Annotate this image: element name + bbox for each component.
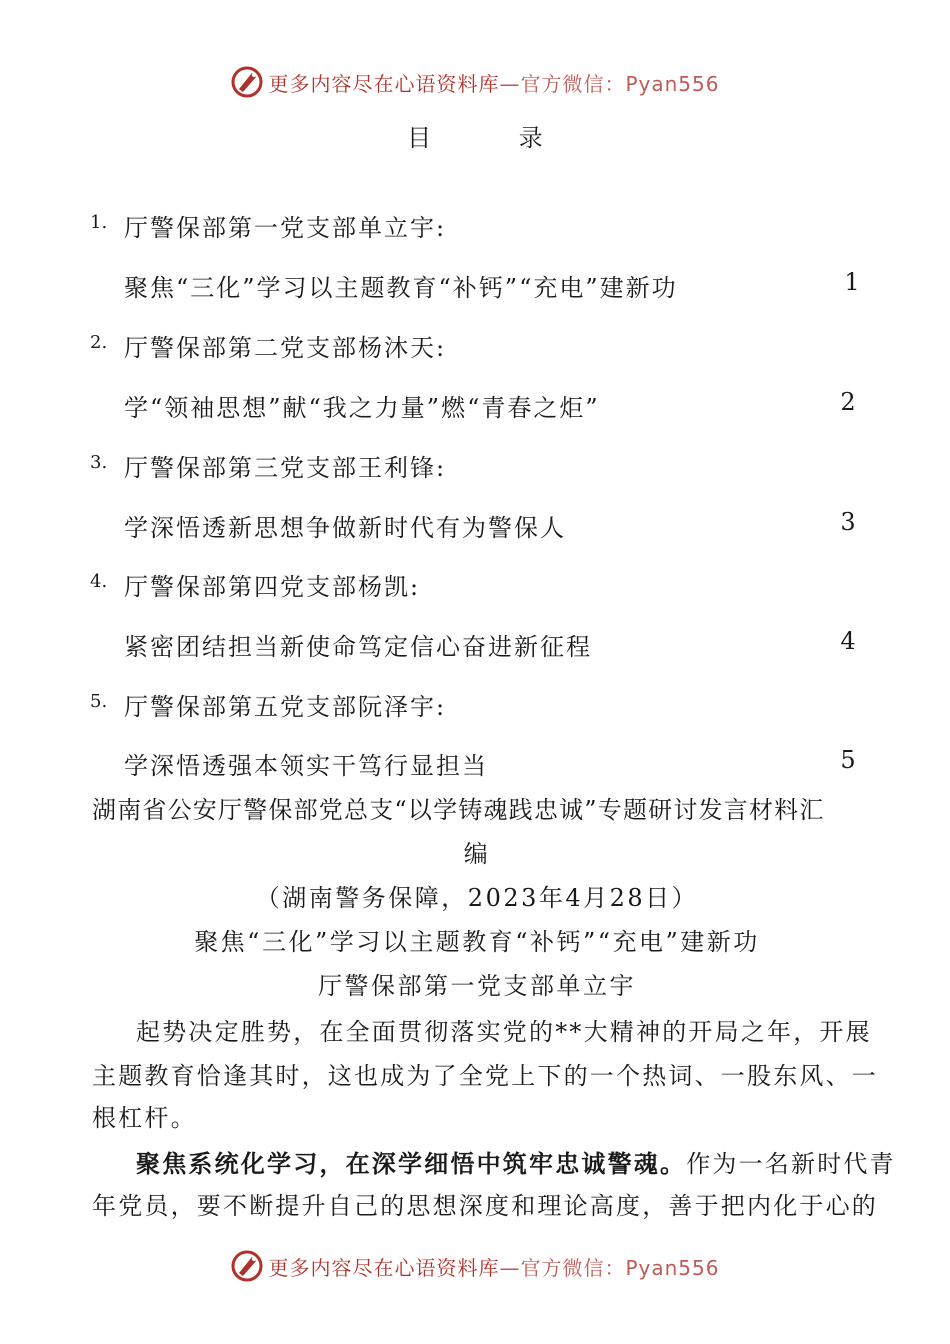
toc-item-number: 3.	[90, 452, 108, 473]
body-paragraph-line: 年党员，要不断提升自己的思想深度和理论高度，善于把内化于心的	[92, 1192, 878, 1220]
toc-item-author-text: 厅警保部第三党支部王利锋:	[124, 454, 447, 482]
toc-item-article-text: 学“领袖思想”献“我之力量”燃“青春之炬”	[124, 394, 600, 422]
toc-item-page: 3	[840, 508, 856, 536]
toc-item-article-text: 学深悟透新思想争做新时代有为警保人	[124, 514, 566, 542]
toc-title: 目 录	[407, 124, 583, 152]
toc-item-number: 1.	[90, 212, 108, 233]
toc-item-number: 4.	[90, 571, 108, 592]
toc-item-number: 5.	[90, 691, 108, 712]
body-paragraph-line: 主题教育恰逢其时，这也成为了全党上下的一个热词、一股东风、一	[92, 1062, 878, 1090]
toc-item-number: 2.	[90, 332, 108, 353]
article-author: 厅警保部第一党支部单立宇	[318, 972, 636, 1000]
toc-item-author-text: 厅警保部第一党支部单立宇:	[124, 214, 447, 242]
toc-item-page: 4	[840, 627, 856, 655]
toc-item-page: 2	[840, 388, 856, 416]
footer-watermark-banner	[0, 1246, 950, 1286]
header-watermark-banner	[0, 62, 950, 102]
toc-item-article-text: 紧密团结担当新使命笃定信心奋进新征程	[124, 633, 592, 661]
footer-watermark-text: 更多内容尽在心语资料库—官方微信：Pyan556	[268, 1255, 720, 1280]
body-text-rest: 作为一名新时代青	[686, 1150, 896, 1178]
toc-item-page: 1	[844, 268, 860, 296]
body-paragraph-line: 起势决定胜势，在全面贯彻落实党的**大精神的开局之年，开展	[136, 1018, 872, 1046]
toc-item-author-text: 厅警保部第五党支部阮泽宇:	[124, 693, 447, 721]
article-title: 聚焦“三化”学习以主题教育“补钙”“充电”建新功	[194, 928, 760, 956]
compilation-source: （湖南警务保障，2023年4月28日）	[255, 884, 699, 912]
header-watermark-text: 更多内容尽在心语资料库—官方微信：Pyan556	[268, 71, 720, 96]
pen-seal-logo-icon	[230, 1249, 264, 1283]
toc-item-article-text: 聚焦“三化”学习以主题教育“补钙”“充电”建新功	[124, 274, 678, 302]
pen-seal-logo-icon	[230, 65, 264, 99]
body-paragraph-line	[136, 1144, 896, 1179]
compilation-title-line1: 湖南省公安厅警保部党总支“以学铸魂践忠诚”专题研讨发言材料汇	[92, 796, 825, 824]
toc-item-article-text: 学深悟透强本领实干笃行显担当	[124, 752, 488, 780]
toc-item-page: 5	[840, 746, 856, 774]
bold-lead-sentence: 聚焦系统化学习，在深学细悟中筑牢忠诚警魂。	[136, 1149, 687, 1178]
toc-item-author-text: 厅警保部第二党支部杨沐天:	[124, 334, 447, 362]
toc-item-author-text: 厅警保部第四党支部杨凯:	[124, 573, 421, 601]
compilation-title-line2: 编	[463, 840, 491, 868]
body-paragraph-line: 根杠杆。	[92, 1104, 197, 1132]
